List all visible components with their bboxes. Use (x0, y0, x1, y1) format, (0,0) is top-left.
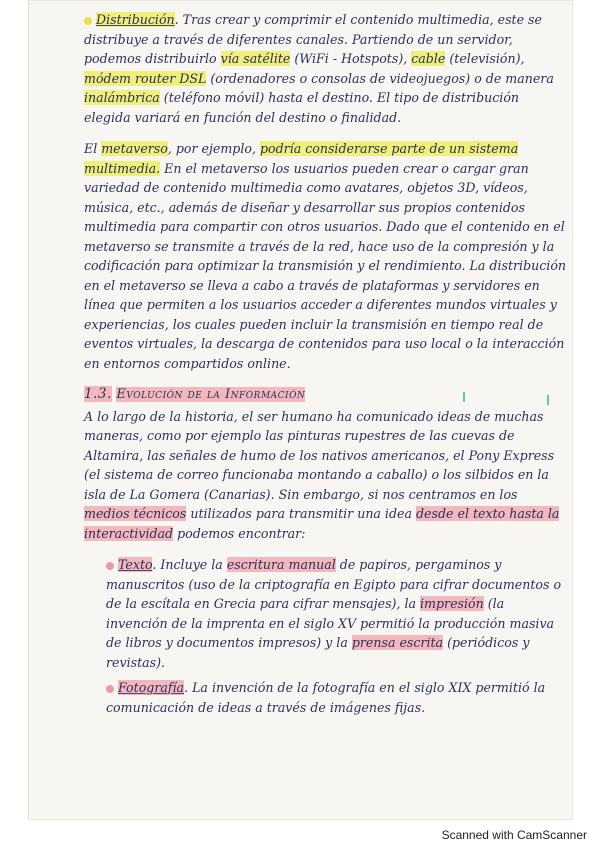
paragraph-distribucion (84, 10, 566, 127)
media-list (106, 555, 566, 717)
text-span: . La invención de la fotografía en el siglo XIX permitió la comunicación de ideas a través de imágenes fijas. (106, 680, 546, 715)
list-item-texto (106, 555, 566, 672)
text-span: El (84, 141, 102, 156)
text-span: (ordenadores o consolas de videojuegos) o de manera (206, 70, 554, 86)
highlight-sistema-multimedia: podría considerarse parte de un sistema multimedia. (84, 141, 519, 176)
highlight-escritura-manual: escritura manual (226, 557, 336, 572)
highlight-impresion: impresión (420, 596, 484, 611)
term-fotografia: Fotografía (118, 680, 185, 695)
text-span: En el metaverso los usuarios pueden crear o cargar gran variedad de contenido multimedia como avatares, objetos 3D, vídeos, música, etc., además de diseñar y desarrollar sus propios contenidos multimedia para compartir con otros usuarios. Dado que el contenido en el metaverso se transmite a través de la red, hace uso de la compresión y la codificación para optimizar la transmisión y el rendimiento. La distribución en el metaverso se lleva a cabo a través de plataformas y servidores en línea que permiten a los usuarios acceder a diferentes mundos virtuales y experiencias, los cuales pueden incluir la transmisión en tiempo real de eventos virtuales, la descarga de contenidos para uso local o la interacción en entornos compartidos online. (84, 160, 567, 371)
scanner-watermark: Scanned with CamScanner (441, 828, 587, 842)
text-span: de papiros, pergaminos y manuscritos (uso de la criptografía en Egipto para cifrar documentos o de la escítala en Grecia para cifrar mensajes), la (106, 557, 562, 611)
term-texto: Texto (118, 557, 153, 572)
text-span: . Incluye la (152, 557, 227, 572)
highlight-texto-interactividad: desde el texto hasta la interactividad (84, 506, 560, 541)
paragraph-evolucion (84, 407, 566, 544)
yellow-bullet-icon (84, 17, 92, 25)
highlight-cable: cable (411, 51, 446, 66)
scanned-page (28, 0, 573, 820)
text-span: (WiFi - Hotspots), (290, 51, 412, 66)
highlight-medios-tecnicos: medios técnicos (84, 506, 187, 521)
term-distribucion: Distribución (96, 12, 175, 27)
highlight-modem: módem router DSL (84, 70, 207, 86)
highlight-metaverso: metaverso (101, 141, 168, 156)
text-span: A lo largo de la historia, el ser humano ha comunicado ideas de muchas maneras, como por ejemplo las pinturas rupestres de las cuevas de Altamira, las señales de humo de los nativos americanos, el Pony Express (el sistema de correo funcionaba montando a caballo) o los silbidos en la isla de La Gomera (Canarias). Sin embargo, si nos centramos en los (84, 408, 555, 502)
section-title: Evolución de la Información (116, 387, 306, 402)
handwritten-notes (84, 10, 566, 723)
pink-bullet-icon (106, 562, 114, 570)
paragraph-metaverso (84, 139, 566, 373)
text-span: (la invención de la imprenta en el siglo XV permitió la producción masiva de libros y documentos impresos) y la (106, 596, 555, 650)
list-item-fotografia (106, 678, 566, 717)
text-span: . Tras crear y comprimir el contenido multimedia, este se distribuye a través de diferentes canales. Partiendo de un servidor, podemos distribuirlo (84, 12, 542, 66)
text-span: (teléfono móvil) hasta el destino. El tipo de distribución elegida variará en función del destino o finalidad. (84, 90, 520, 125)
section-number: 1.3. (84, 386, 112, 402)
text-span: (televisión), (445, 51, 525, 66)
highlight-via-satelite: vía satélite (220, 51, 291, 66)
highlight-prensa-escrita: prensa escrita (351, 635, 444, 650)
section-heading (84, 385, 566, 405)
text-span: , por ejemplo, (167, 141, 260, 156)
text-span: (periódicos y revistas). (106, 635, 530, 670)
text-span: utilizados para transmitir una idea (186, 506, 416, 521)
highlight-inalambrica: inalámbrica (84, 90, 160, 105)
text-span: podemos encontrar: (173, 525, 306, 541)
pink-bullet-icon (106, 685, 114, 693)
